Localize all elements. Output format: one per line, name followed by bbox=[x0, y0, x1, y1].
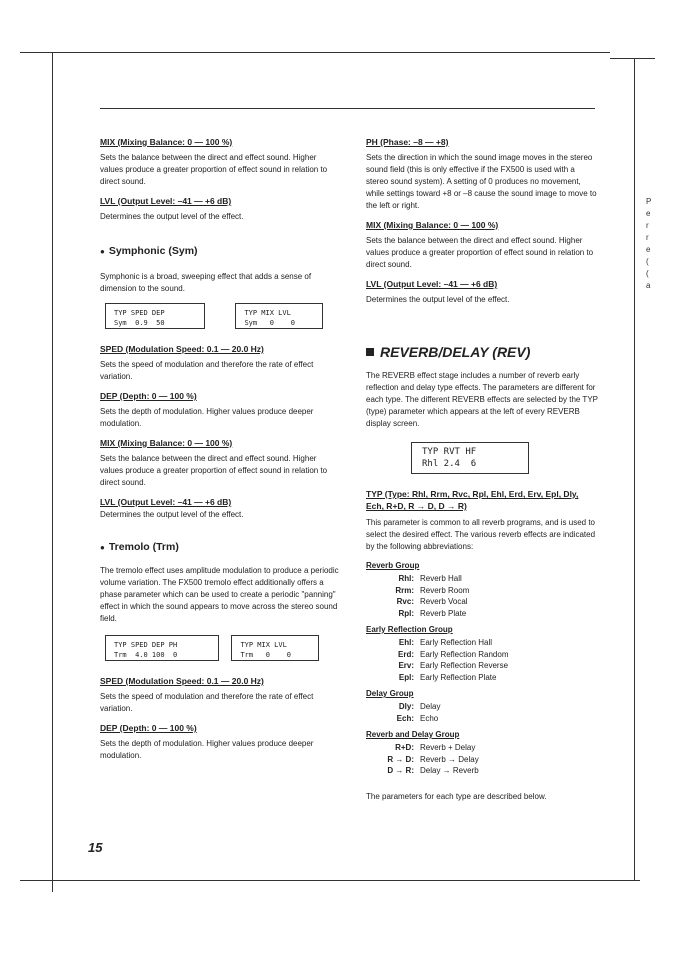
typ-heading: TYP (Type: Rhl, Rrm, Rvc, Rpl, Ehl, Erd, Erv, Epl, Dly, Ech, R+D, R → D, D → R) bbox=[366, 489, 579, 511]
symphonic-text: Symphonic is a broad, sweeping effect that adds a sense of dimension to the sound. bbox=[100, 272, 312, 293]
lcd-display: TYP MIX LVL Sym 0 0 bbox=[235, 303, 323, 329]
edge-char: ( bbox=[646, 257, 649, 266]
list-item: Erd: Early Reflection Random bbox=[398, 649, 509, 659]
lcd-display: TYP SPED DEP Sym 0.9 50 bbox=[105, 303, 205, 329]
lvl2-heading: LVL (Output Level: –41 — +6 dB) bbox=[100, 497, 232, 507]
facing-page-edge bbox=[646, 196, 658, 292]
list-item: R+D: Reverb + Delay bbox=[395, 743, 476, 752]
bottom-rule bbox=[20, 880, 640, 881]
sped2-text: Sets the speed of modulation and therefore the rate of effect variation. bbox=[100, 692, 314, 713]
top-rule bbox=[20, 52, 610, 53]
edge-char: r bbox=[646, 221, 649, 230]
symphonic-title: ● Symphonic (Sym) bbox=[100, 245, 340, 257]
mix-text: Sets the balance between the direct and effect sound. Higher values produce a greater proportion of effect sound in relation to direct sound. bbox=[366, 236, 594, 269]
list-item: Erv: Early Reflection Reverse bbox=[398, 661, 509, 670]
edge-char: a bbox=[646, 281, 651, 290]
tremolo-lcd-row bbox=[105, 635, 340, 662]
lvl-text: Determines the output level of the effect. bbox=[100, 212, 244, 221]
list-item: Rrm: Reverb Room bbox=[395, 585, 470, 595]
mix2-heading: MIX (Mixing Balance: 0 — 100 %) bbox=[100, 438, 233, 448]
typ-text: This parameter is common to all reverb programs, and is used to select the desired effect. The various reverb effects are indicated by the following abbreviations: bbox=[366, 518, 596, 551]
edge-char: e bbox=[646, 209, 651, 218]
footer-text: The parameters for each type are described below. bbox=[366, 791, 547, 801]
lvl-heading: LVL (Output Level: –41 — +6 dB) bbox=[366, 279, 498, 289]
lvl-heading: LVL (Output Level: –41 — +6 dB) bbox=[100, 196, 232, 206]
delay-group-list bbox=[366, 701, 598, 724]
dep-heading: DEP (Depth: 0 — 100 %) bbox=[100, 391, 197, 401]
edge-char: P bbox=[646, 197, 652, 206]
ph-text: Sets the direction in which the sound image moves in the stereo sound field (this is only effective if the FX500 is used with a stereo sound system). A setting of 0 produces no movement, while settings toward +8 or –8 cause the sound image to move to the left or right. bbox=[366, 153, 597, 210]
list-item: Rhl: Reverb Hall bbox=[398, 574, 462, 583]
left-border bbox=[52, 52, 53, 892]
list-item: Rpl: Reverb Plate bbox=[398, 608, 467, 618]
reverb-delay-group-list bbox=[366, 742, 598, 777]
symphonic-lcd-row bbox=[105, 303, 340, 330]
reverb-text: The REVERB effect stage includes a number of reverb early reflection and delay type effects. The parameters are different for each type. The different REVERB effects are selected by the TYP (type) parameter which appears at the left of every REVERB display screen. bbox=[366, 371, 598, 428]
tremolo-text: The tremolo effect uses amplitude modulation to produce a periodic volume variation. The FX500 tremolo effect additionally offers a phase parameter which can be used to create a periodic "panning" effect in which the sound appears to move across the stereo sound field. bbox=[100, 566, 339, 623]
early-group-list bbox=[366, 637, 598, 683]
sped2-heading: SPED (Modulation Speed: 0.1 — 20.0 Hz) bbox=[100, 676, 264, 686]
list-item: Ech: Echo bbox=[396, 713, 439, 723]
dep2-text: Sets the depth of modulation. Higher values produce deeper modulation. bbox=[100, 739, 314, 760]
left-column bbox=[100, 137, 340, 770]
delay-group-heading: Delay Group bbox=[366, 689, 414, 698]
reverb-group-heading: Reverb Group bbox=[366, 561, 420, 570]
tremolo-title: ● Tremolo (Trm) bbox=[100, 541, 340, 553]
lcd-display: TYP MIX LVL Trm 0 0 bbox=[231, 635, 319, 661]
dep2-heading: DEP (Depth: 0 — 100 %) bbox=[100, 723, 197, 733]
sped-text: Sets the speed of modulation and therefore the rate of effect variation. bbox=[100, 360, 314, 381]
ph-heading: PH (Phase: –8 — +8) bbox=[366, 137, 449, 147]
lvl-text: Determines the output level of the effect. bbox=[366, 295, 510, 304]
reverb-delay-title: REVERB/DELAY (REV) bbox=[366, 344, 598, 360]
right-column bbox=[366, 137, 598, 811]
sped-heading: SPED (Modulation Speed: 0.1 — 20.0 Hz) bbox=[100, 344, 264, 354]
list-item: D → R: Delay → Reverb bbox=[387, 766, 479, 775]
list-item: Epl: Early Reflection Plate bbox=[398, 672, 497, 682]
reverb-delay-group-heading: Reverb and Delay Group bbox=[366, 730, 460, 739]
reverb-group-list bbox=[366, 573, 598, 619]
mix-text: Sets the balance between the direct and effect sound. Higher values produce a greater proportion of effect sound in relation to direct sound. bbox=[100, 153, 328, 186]
page-number: 15 bbox=[88, 840, 103, 855]
lcd-display: TYP RVT HF Rhl 2.4 6 bbox=[411, 442, 529, 474]
lcd-display: TYP SPED DEP PH Trm 4.0 100 0 bbox=[105, 635, 219, 661]
dep-text: Sets the depth of modulation. Higher values produce deeper modulation. bbox=[100, 407, 314, 428]
list-item: Dly: Delay bbox=[398, 702, 441, 711]
mix-heading: MIX (Mixing Balance: 0 — 100 %) bbox=[100, 137, 233, 147]
edge-char: ( bbox=[646, 269, 649, 278]
list-item: R → D: Reverb → Delay bbox=[387, 754, 479, 764]
lvl2-text: Determines the output level of the effect. bbox=[100, 510, 244, 519]
right-border bbox=[634, 58, 635, 880]
list-item: Rvc: Reverb Vocal bbox=[396, 597, 468, 606]
top-right-rule bbox=[610, 58, 655, 59]
early-group-heading: Early Reflection Group bbox=[366, 625, 453, 634]
edge-char: e bbox=[646, 245, 651, 254]
header-rule bbox=[100, 108, 595, 109]
mix-heading: MIX (Mixing Balance: 0 — 100 %) bbox=[366, 220, 499, 230]
reverb-lcd-row bbox=[411, 442, 598, 474]
mix2-text: Sets the balance between the direct and effect sound. Higher values produce a greater proportion of effect sound in relation to direct sound. bbox=[100, 454, 328, 487]
edge-char: r bbox=[646, 233, 649, 242]
list-item: Ehl: Early Reflection Hall bbox=[398, 638, 493, 647]
